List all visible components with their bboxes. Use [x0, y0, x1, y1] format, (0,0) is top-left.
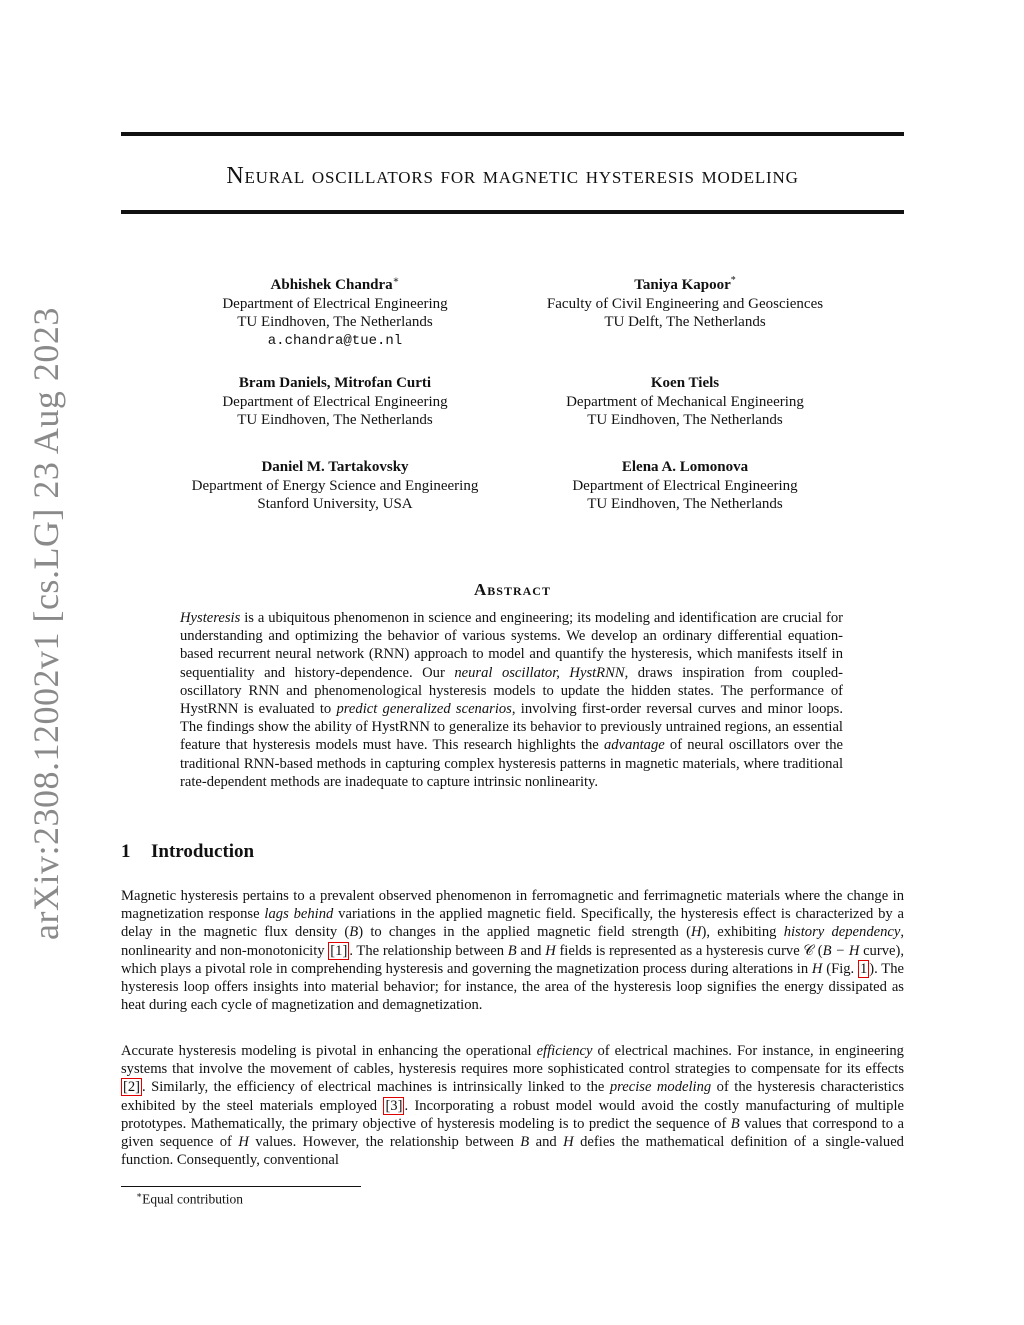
citation-link[interactable]: [1] [330, 942, 348, 959]
author-department: Department of Mechanical Engineering [566, 393, 804, 410]
author-name: Taniya Kapoor* [634, 275, 736, 293]
author-institution: TU Eindhoven, The Netherlands [237, 412, 433, 428]
intro-paragraph-2: Accurate hysteresis modeling is pivotal in enhancing the operational efficiency of electrical machines. For instance, in engineering systems that involve the movement of cables, hysteresis requires more sophisticated control strategies to compensate for its effects [2] . Similarly, the efficiency of electrical machines is intrinsically linked to the precise modeling of the hysteresis characteristics exhibited by the steel materials employed [3] . Incorporating a robust model would avoid the costly manufacturing of multiple prototypes. Mathematically, the primary objective of hysteresis modeling is to predict the sequence of B values that correspond to a given sequence of H values. However, the relationship between B and H defies the mathematical definition of a single-valued function. Consequently, conventional [121, 1043, 905, 1169]
citation-link[interactable]: [2] [123, 1079, 141, 1096]
author-department: Department of Electrical Engineering [222, 393, 448, 410]
author-institution: TU Eindhoven, The Netherlands [587, 412, 783, 428]
author-block-4 [500, 374, 870, 430]
paper-title: Neural oscillators for magnetic hysteresis modeling [226, 163, 799, 189]
author-department: Department of Electrical Engineering [572, 477, 798, 494]
author-institution: TU Eindhoven, The Netherlands [237, 314, 433, 330]
author-block-3 [150, 374, 520, 430]
author-block-2 [500, 272, 870, 332]
abstract-heading: Abstract [474, 580, 551, 599]
author-department: Department of Electrical Engineering [222, 295, 448, 312]
author-institution: Stanford University, USA [257, 496, 413, 512]
author-block-5 [150, 458, 520, 514]
author-block-1 [150, 272, 520, 350]
author-name: Elena A. Lomonova [621, 459, 749, 475]
figure-link[interactable]: 1 [859, 960, 868, 977]
footnote: ∗Equal contribution [136, 1190, 243, 1207]
title-bottom-rule [121, 210, 904, 214]
author-institution: TU Delft, The Netherlands [604, 314, 766, 330]
author-name: Koen Tiels [650, 375, 720, 391]
author-department: Department of Energy Science and Engineering [191, 477, 479, 494]
author-name: Bram Daniels, Mitrofan Curti [238, 375, 432, 391]
citation-link[interactable]: [3] [385, 1097, 403, 1114]
author-name: Daniel M. Tartakovsky [261, 459, 409, 475]
intro-paragraph-1: Magnetic hysteresis pertains to a prevalent observed phenomenon in ferromagnetic and ferrimagnetic materials where the change in magnetization response lags behind variations in the applied magnetic field. Specifically, the hysteresis effect is characterized by a delay in the magnetic flux density (B) to changes in the applied magnetic field strength (H), exhibiting history dependency, nonlinearity and non-monotonicity [1] . The relationship between B and H fields is represented as a hysteresis curve 𝒞 (B − H curve), which plays a pivotal role in comprehending hysteresis and governing the magnetization process during alterations in H (Fig. 1 ). The hysteresis loop offers insights into material behavior; for instance, the area of the hysteresis loop signifies the energy dissipated as heat during each cycle of magnetization and demagnetization. [121, 888, 905, 1014]
section-heading-introduction: 1 Introduction [121, 841, 255, 862]
author-name: Abhishek Chandra∗ [270, 275, 400, 293]
author-department: Faculty of Civil Engineering and Geosciences [546, 295, 824, 312]
author-email[interactable]: a.chandra@tue.nl [267, 332, 403, 349]
author-block-6 [500, 458, 870, 514]
author-institution: TU Eindhoven, The Netherlands [587, 496, 783, 512]
footnote-rule [121, 1186, 361, 1187]
arxiv-identifier-stamp: arXiv:2308.12002v1 [cs.LG] 23 Aug 2023 [26, 307, 66, 940]
abstract-body: Hysteresis is a ubiquitous phenomenon in science and engineering; its modeling and identification are crucial for understanding and optimizing the behavior of various systems. We develop an ordinary differential equation-based recurrent neural network (RNN) approach to model and quantify the hysteresis, which manifests itself in sequentiality and history-dependence. Our neural oscillator, HystRNN, draws inspiration from coupled-oscillatory RNN and phenomenological hysteresis models to update the hidden states. The performance of HystRNN is evaluated to predict generalized scenarios, involving first-order reversal curves and minor loops. The findings show the ability of HystRNN to generalize its behavior to previously untrained regions, an essential feature that hysteresis models must have. This research highlights the advantage of neural oscillators over the traditional RNN-based methods in capturing complex hysteresis patterns in magnetic materials, where traditional rate-dependent methods are inadequate to capture intrinsic nonlinearity. [180, 610, 843, 790]
title-top-rule [121, 132, 904, 136]
